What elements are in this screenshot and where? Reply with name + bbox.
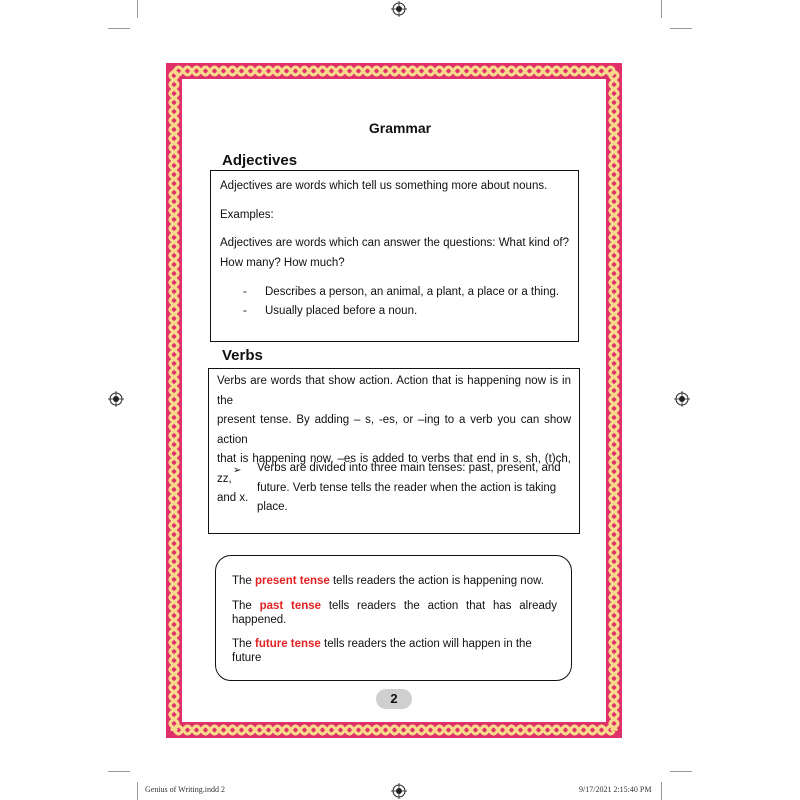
tense-text: The [232,638,256,650]
crop-mark [670,771,692,772]
adjectives-questions-line: How many? How much? [220,257,345,269]
crop-mark [661,0,662,18]
examples-label: Examples: [220,209,274,221]
crop-mark [137,782,138,800]
registration-mark-icon [674,391,690,407]
verbs-bullet-line: place. [257,501,288,513]
crop-mark [108,28,130,29]
present-tense-line [232,574,557,588]
future-tense-line [232,637,557,665]
slug-file-name: Genius of Writing.indd 2 [145,785,225,794]
verbs-text-line: present tense. By adding – s, -es, or –ing to a verb you can show action [217,414,571,446]
list-item [243,283,559,302]
tense-text: tells readers the action is happening now. [329,575,544,587]
verbs-heading: Verbs [222,347,263,364]
crop-mark [670,28,692,29]
registration-mark-icon [108,391,124,407]
past-tense-line [232,599,557,613]
bullet-text: Usually placed before a noun. [265,305,418,317]
tense-text: tells readers the action that has already [328,600,558,612]
verbs-text-line: and x. [217,492,249,504]
verbs-box [208,368,580,534]
crop-mark [137,0,138,18]
present-tense-term: present tense [255,575,330,587]
adjectives-box [210,170,579,342]
tense-text: The [232,575,256,587]
registration-mark-icon [391,1,407,17]
past-tense-line-2: happened. [232,614,287,626]
bullet-text: Describes a person, an animal, a plant, a place or a thing. [265,286,560,298]
tense-text: The [232,600,260,612]
registration-mark-icon [391,783,407,799]
page-number-badge: 2 [376,689,412,709]
crop-mark [108,771,130,772]
verbs-text-line: that is happening now. –es is added to verbs that end in s, sh, (t)ch, zz, [217,453,571,485]
adjectives-definition: Adjectives are words which tell us something more about nouns. [220,180,548,192]
adjectives-heading: Adjectives [222,152,298,169]
list-item [243,302,417,321]
verbs-bullet-line: future. Verb tense tells the reader when the action is taking [257,481,557,494]
past-tense-term: past tense [259,600,322,612]
future-tense-term: future tense [255,638,321,650]
slug-timestamp: 9/17/2021 2:15:40 PM [579,785,652,794]
bullet-dash: - [243,286,247,298]
crop-mark [661,782,662,800]
page-title: Grammar [368,120,432,136]
bullet-dash: - [243,305,247,317]
arrow-bullet-icon: ➢ [233,465,242,476]
tense-text: tells readers the action will happen in the future [232,638,532,664]
verbs-bullet-line: Verbs are divided into three main tenses: past, present, and [257,462,561,474]
adjectives-questions-line: Adjectives are words which can answer the questions: What kind of? [220,237,570,249]
tenses-box [215,555,572,681]
verbs-text-line: Verbs are words that show action. Action that is happening now is in the [217,375,571,407]
